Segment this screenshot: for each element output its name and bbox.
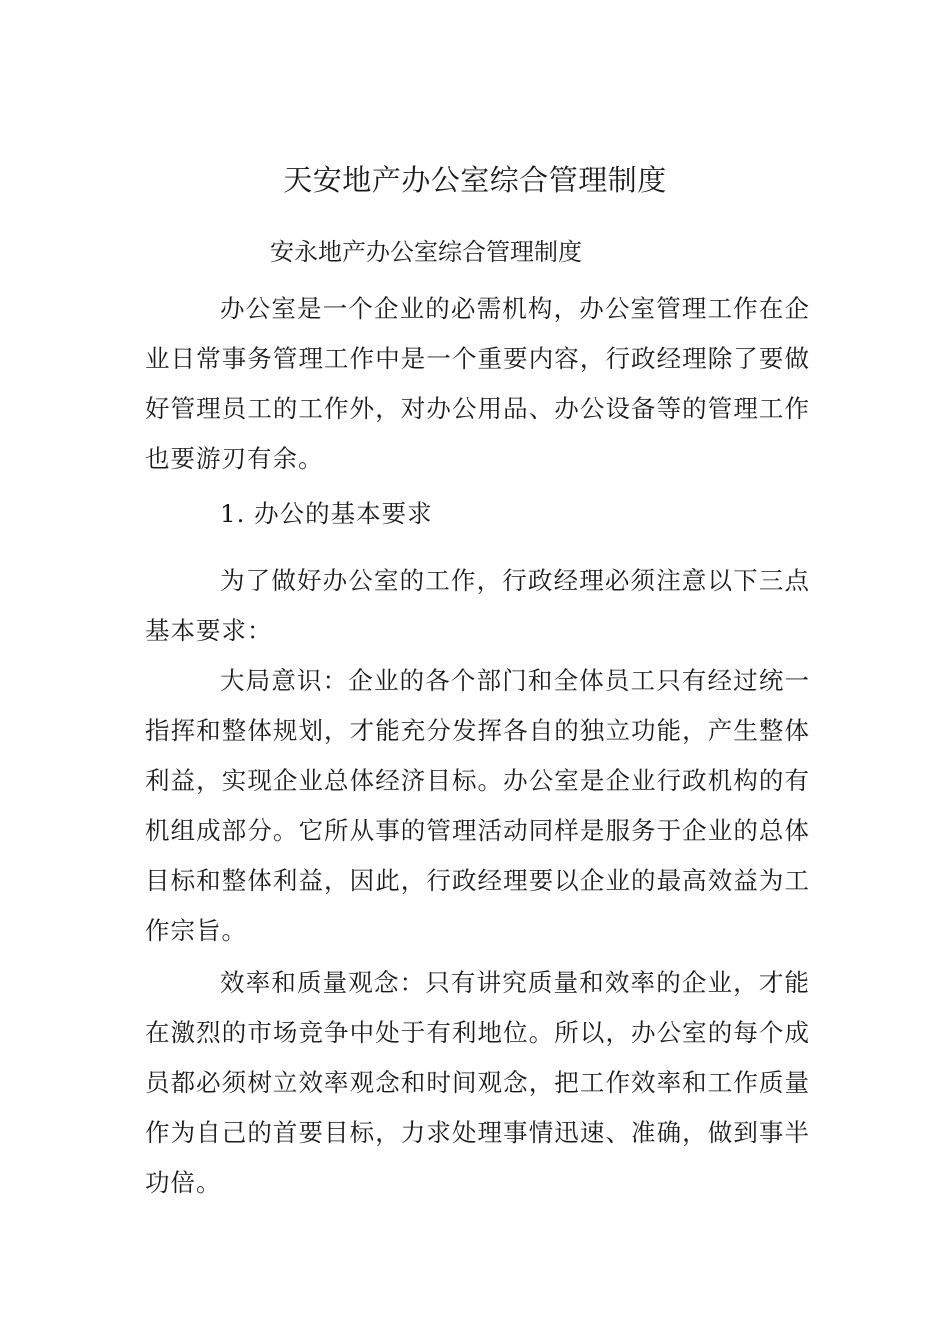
document-subtitle: 安永地产办公室综合管理制度 bbox=[270, 238, 582, 266]
section-heading bbox=[145, 489, 810, 539]
paragraph-text: 办公室是一个企业的必需机构，办公室管理工作在企业日常事务管理工作中是一个重要内容，行政经理除了要做好管理员工的工作外，对办公用品、办公设备等的管理工作也要游刃有余。 bbox=[145, 294, 810, 473]
paragraph-text: 为了做好办公室的工作，行政经理必须注意以下三点基本要求： bbox=[145, 566, 810, 645]
paragraph-text: 效率和质量观念：只有讲究质量和效率的企业，才能在激烈的市场竞争中处于有利地位。所以，办公室的每个成员都必须树立效率观念和时间观念，把工作效率和工作质量作为自己的首要目标，力求处理事情迅速、准确，做到事半功倍。 bbox=[145, 968, 810, 1197]
paragraph-intro bbox=[145, 284, 810, 484]
document-title: 天安地产办公室综合管理制度 bbox=[283, 163, 667, 197]
paragraph-efficiency-quality bbox=[145, 958, 810, 1208]
paragraph-text: 大局意识：企业的各个部门和全体员工只有经过统一指挥和整体规划，才能充分发挥各自的独立功能，产生整体利益，实现企业总体经济目标。办公室是企业行政机构的有机组成部分。它所从事的管理活动同样是服务于企业的总体目标和整体利益，因此，行政经理要以企业的最高效益为工作宗旨。 bbox=[145, 666, 810, 945]
paragraph-overall-awareness bbox=[145, 656, 810, 956]
paragraph-requirements bbox=[145, 556, 810, 656]
section-heading-text: 1. 办公的基本要求 bbox=[220, 499, 433, 528]
